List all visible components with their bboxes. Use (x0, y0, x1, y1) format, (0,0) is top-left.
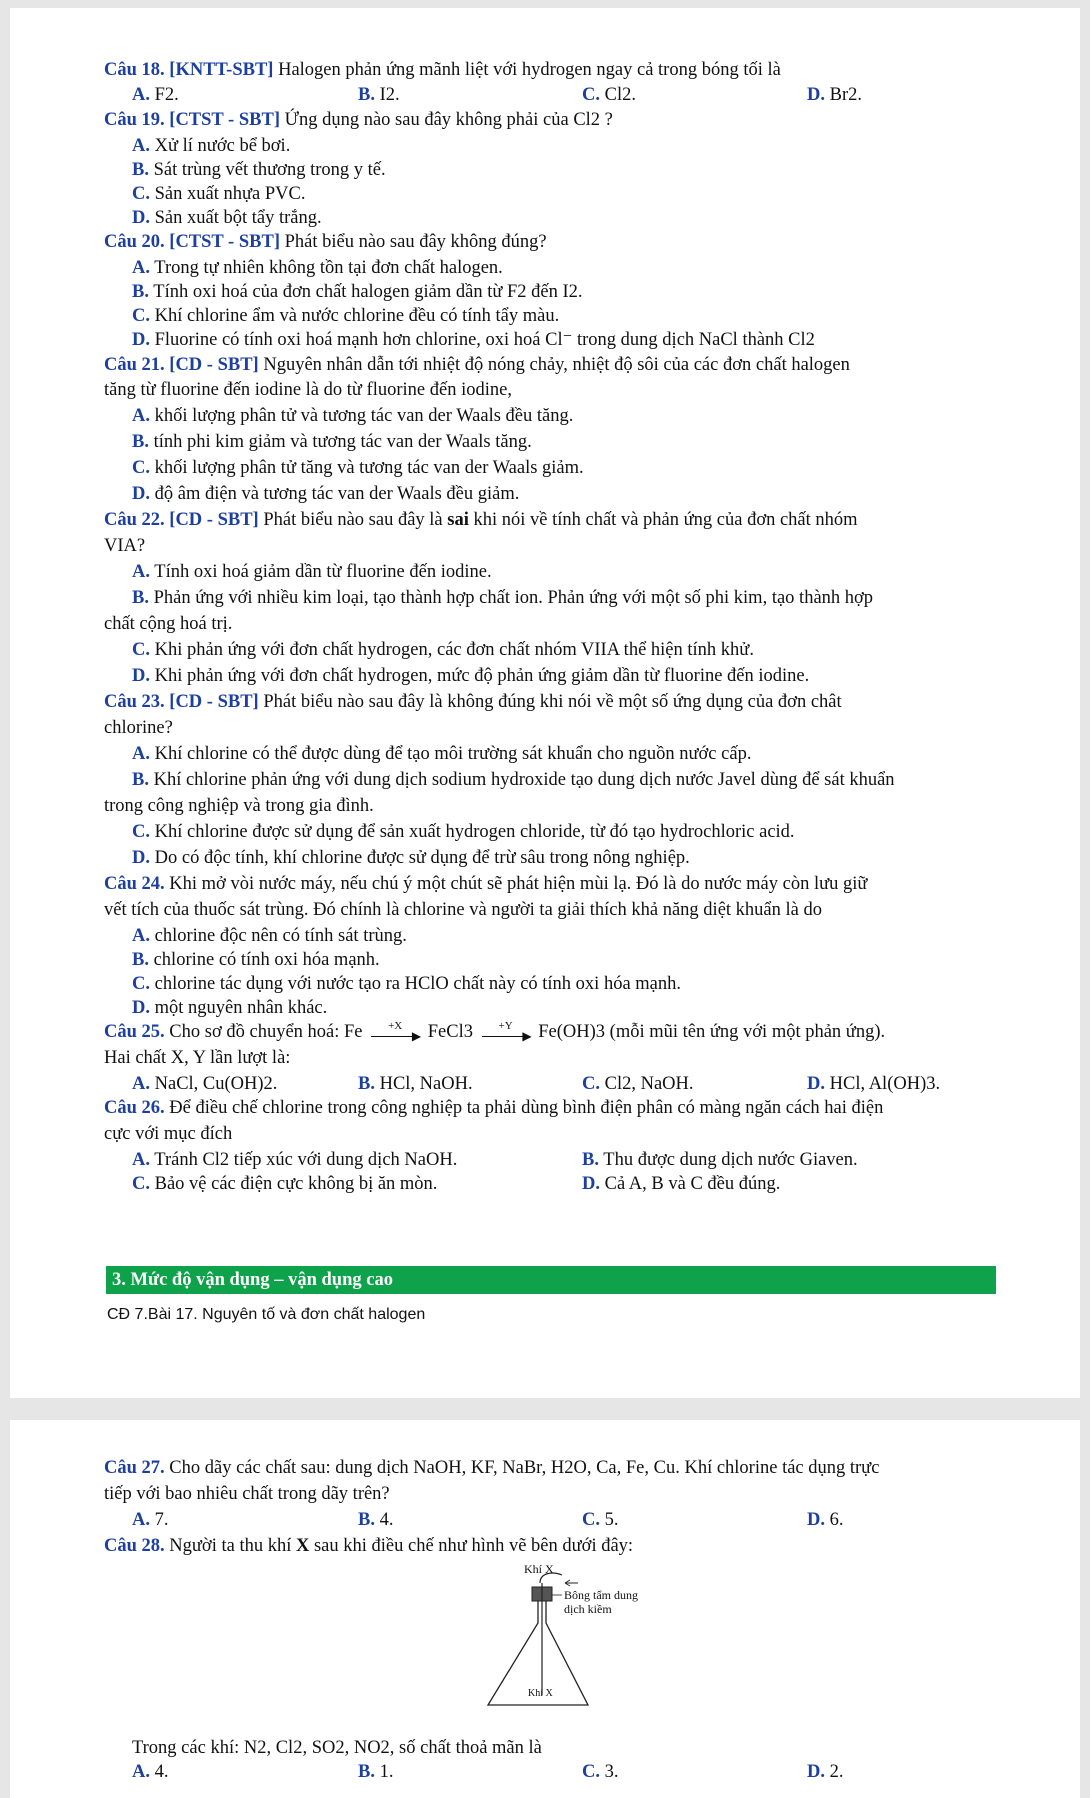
option-a: A. Tính oxi hoá giảm dần từ fluorine đến iodine. (132, 562, 492, 582)
option-c: C. Khí chlorine được sử dụng để sản xuất hydrogen chloride, từ đó tạo hydrochloric acid. (132, 822, 795, 842)
option-d: D. Do có độc tính, khí chlorine được sử dụng để trừ sâu trong nông nghiệp. (132, 848, 690, 868)
question-text: Để điều chế chlorine trong công nghiệp ta phải dùng bình điện phân có màng ngăn cách hai điện (169, 1098, 884, 1118)
options-row (10, 1072, 1080, 1096)
option-b: B. Phản ứng với nhiều kim loại, tạo thành hợp chất ion. Phản ứng với một số phi kim, tạo thành hợp (132, 588, 874, 608)
option-d: D. 2. (807, 1762, 844, 1782)
reaction-arrow-icon: +Y ▶ (482, 1024, 530, 1042)
question-28: Câu 28. Người ta thu khí X sau khi điều chế như hình vẽ bên dưới đây: (104, 1536, 634, 1556)
question-text-cont: vết tích của thuốc sát trùng. Đó chính là chlorine và người ta giải thích khả năng diệt khuẩn là do (104, 900, 822, 920)
option-a: A. khối lượng phân tử và tương tác van der Waals đều tăng. (132, 406, 574, 426)
question-text-cont: tiếp với bao nhiêu chất trong dãy trên? (104, 1484, 390, 1504)
question-number: Câu 20. (104, 232, 165, 252)
options-row (10, 1172, 1080, 1196)
option-d: D. độ âm điện và tương tác van der Waals đều giảm. (132, 484, 520, 504)
question-number: Câu 28. (104, 1536, 165, 1556)
option-c: C. Cl2. (582, 85, 636, 105)
option-a: A. Tránh Cl2 tiếp xúc với dung dịch NaOH. (132, 1150, 458, 1170)
options-row (10, 1760, 1080, 1784)
flask-diagram (480, 1562, 680, 1715)
question-25: Câu 25. Cho sơ đồ chuyển hoá: Fe +X ▶ FeCl3 +Y ▶ Fe(OH)3 (mỗi mũi tên ứng với một phản ứng). (104, 1019, 886, 1043)
figure-label-inside: Khí X (528, 1688, 553, 1699)
option-a: A. Xử lí nước bể bơi. (132, 136, 291, 156)
subsection-heading: CĐ 7.Bài 17. Nguyên tố và đơn chất halogen (107, 1306, 426, 1323)
option-c: C. 5. (582, 1510, 619, 1530)
question-number: Câu 24. (104, 874, 165, 894)
question-text-cont: VIA? (104, 536, 146, 556)
option-b: B. 4. (358, 1510, 394, 1530)
question-20 (104, 230, 547, 254)
option-d: D. một nguyên nhân khác. (132, 998, 328, 1018)
document-page-2 (10, 1420, 1080, 1798)
question-text-cont: Trong các khí: N2, Cl2, SO2, NO2, số chất thoả mãn là (132, 1738, 542, 1758)
question-22: Câu 22. [CD - SBT] Phát biểu nào sau đây là sai khi nói về tính chất và phản ứng của đơn chất nhóm (104, 510, 858, 530)
option-c: C. Khi phản ứng với đơn chất hydrogen, các đơn chất nhóm VIIA thể hiện tính khử. (132, 640, 754, 660)
section-heading: 3. Mức độ vận dụng – vận dụng cao (106, 1266, 996, 1294)
option-c: C. khối lượng phân tử tăng và tương tác van der Waals giảm. (132, 458, 584, 478)
option-a: A. Khí chlorine có thể được dùng để tạo môi trường sát khuẩn cho nguồn nước cấp. (132, 744, 752, 764)
option-b: B. Sát trùng vết thương trong y tế. (132, 160, 386, 180)
question-text-cont: cực với mục đích (104, 1124, 233, 1144)
question-23 (104, 690, 842, 714)
option-b-cont: trong công nghiệp và trong gia đình. (104, 796, 374, 816)
question-number: Câu 26. (104, 1098, 165, 1118)
option-c: C. Sản xuất nhựa PVC. (132, 184, 306, 204)
question-text: Nguyên nhân dẫn tới nhiệt độ nóng chảy, nhiệt độ sôi của các đơn chất halogen (263, 355, 850, 375)
question-number: Câu 25. (104, 1022, 165, 1042)
question-source-tag: [CTST - SBT] (169, 110, 280, 130)
question-text: Phát biểu nào sau đây là không đúng khi nói về một số ứng dụng của đơn chât (263, 692, 842, 712)
option-b-cont: chất cộng hoá trị. (104, 614, 233, 634)
question-24 (104, 872, 867, 896)
option-a: A. F2. (132, 85, 179, 105)
question-source-tag: [CD - SBT] (169, 692, 259, 712)
question-number: Câu 19. (104, 110, 165, 130)
option-a: A. chlorine độc nên có tính sát trùng. (132, 926, 407, 946)
option-b: B. I2. (358, 85, 400, 105)
figure-label-side: dịch kiềm (564, 1602, 612, 1616)
option-b: B. Tính oxi hoá của đơn chất halogen giảm dần từ F2 đến I2. (132, 282, 583, 302)
question-text: Phát biểu nào sau đây không đúng? (284, 232, 547, 252)
option-c: C. Cl2, NaOH. (582, 1074, 694, 1094)
question-text: Ứng dụng nào sau đây không phải của Cl2 ? (284, 110, 613, 130)
question-26 (104, 1096, 883, 1120)
question-number: Câu 27. (104, 1458, 165, 1478)
question-number: Câu 21. (104, 355, 165, 375)
question-source-tag: [KNTT-SBT] (169, 60, 274, 80)
option-d: D. Br2. (807, 85, 862, 105)
figure-label-side: Bông tẩm dung (564, 1588, 638, 1602)
question-18 (104, 58, 781, 82)
options-row (10, 1508, 1080, 1532)
option-b: B. Thu được dung dịch nước Giaven. (582, 1150, 858, 1170)
option-a: A. 4. (132, 1762, 169, 1782)
question-source-tag: [CD - SBT] (169, 510, 259, 530)
question-source-tag: [CD - SBT] (169, 355, 259, 375)
option-c: C. Khí chlorine ẩm và nước chlorine đều có tính tẩy màu. (132, 306, 560, 326)
option-d: D. 6. (807, 1510, 844, 1530)
question-text-cont: tăng từ fluorine đến iodine là do từ fluorine đến iodine, (104, 380, 512, 400)
option-d: D. Cả A, B và C đều đúng. (582, 1174, 781, 1194)
options-row (10, 1148, 1080, 1172)
option-c: C. Bảo vệ các điện cực không bị ăn mòn. (132, 1174, 438, 1194)
question-21 (104, 353, 850, 377)
option-d: D. HCl, Al(OH)3. (807, 1074, 941, 1094)
option-d: D. Sản xuất bột tẩy trắng. (132, 208, 322, 228)
question-27 (104, 1456, 879, 1480)
options-row (10, 83, 1080, 107)
option-c: C. chlorine tác dụng với nước tạo ra HClO chất này có tính oxi hóa mạnh. (132, 974, 682, 994)
option-b: B. tính phi kim giảm và tương tác van der Waals tăng. (132, 432, 532, 452)
figure-label-top: Khí X (524, 1562, 554, 1576)
question-number: Câu 23. (104, 692, 165, 712)
question-19 (104, 108, 613, 132)
question-text-cont: Hai chất X, Y lần lượt là: (104, 1048, 291, 1068)
option-a: A. 7. (132, 1510, 169, 1530)
option-b: B. 1. (358, 1762, 394, 1782)
reaction-arrow-icon: +X ▶ (371, 1024, 419, 1042)
option-d: D. Khi phản ứng với đơn chất hydrogen, mức độ phản ứng giảm dần từ fluorine đến iodine. (132, 666, 810, 686)
question-text-cont: chlorine? (104, 718, 173, 738)
option-a: A. Trong tự nhiên không tồn tại đơn chất halogen. (132, 258, 503, 278)
option-d: D. Fluorine có tính oxi hoá mạnh hơn chlorine, oxi hoá Cl⁻ trong dung dịch NaCl thành Cl2 (132, 330, 815, 350)
question-text: Halogen phản ứng mãnh liệt với hydrogen ngay cả trong bóng tối là (278, 60, 781, 80)
question-text: Khi mở vòi nước máy, nếu chú ý một chút sẽ phát hiện mùi lạ. Đó là do nước máy còn lưu giữ (169, 874, 868, 894)
option-b: B. Khí chlorine phản ứng với dung dịch sodium hydroxide tạo dung dịch nước Javel dùng để sát khuẩn (132, 770, 895, 790)
option-a: A. NaCl, Cu(OH)2. (132, 1074, 278, 1094)
question-source-tag: [CTST - SBT] (169, 232, 280, 252)
question-text: Cho dãy các chất sau: dung dịch NaOH, KF, NaBr, H2O, Ca, Fe, Cu. Khí chlorine tác dụng trực (169, 1458, 880, 1478)
document-page-1 (10, 8, 1080, 1398)
option-b: B. HCl, NaOH. (358, 1074, 473, 1094)
question-number: Câu 18. (104, 60, 165, 80)
question-number: Câu 22. (104, 510, 165, 530)
option-c: C. 3. (582, 1762, 619, 1782)
option-b: B. chlorine có tính oxi hóa mạnh. (132, 950, 380, 970)
